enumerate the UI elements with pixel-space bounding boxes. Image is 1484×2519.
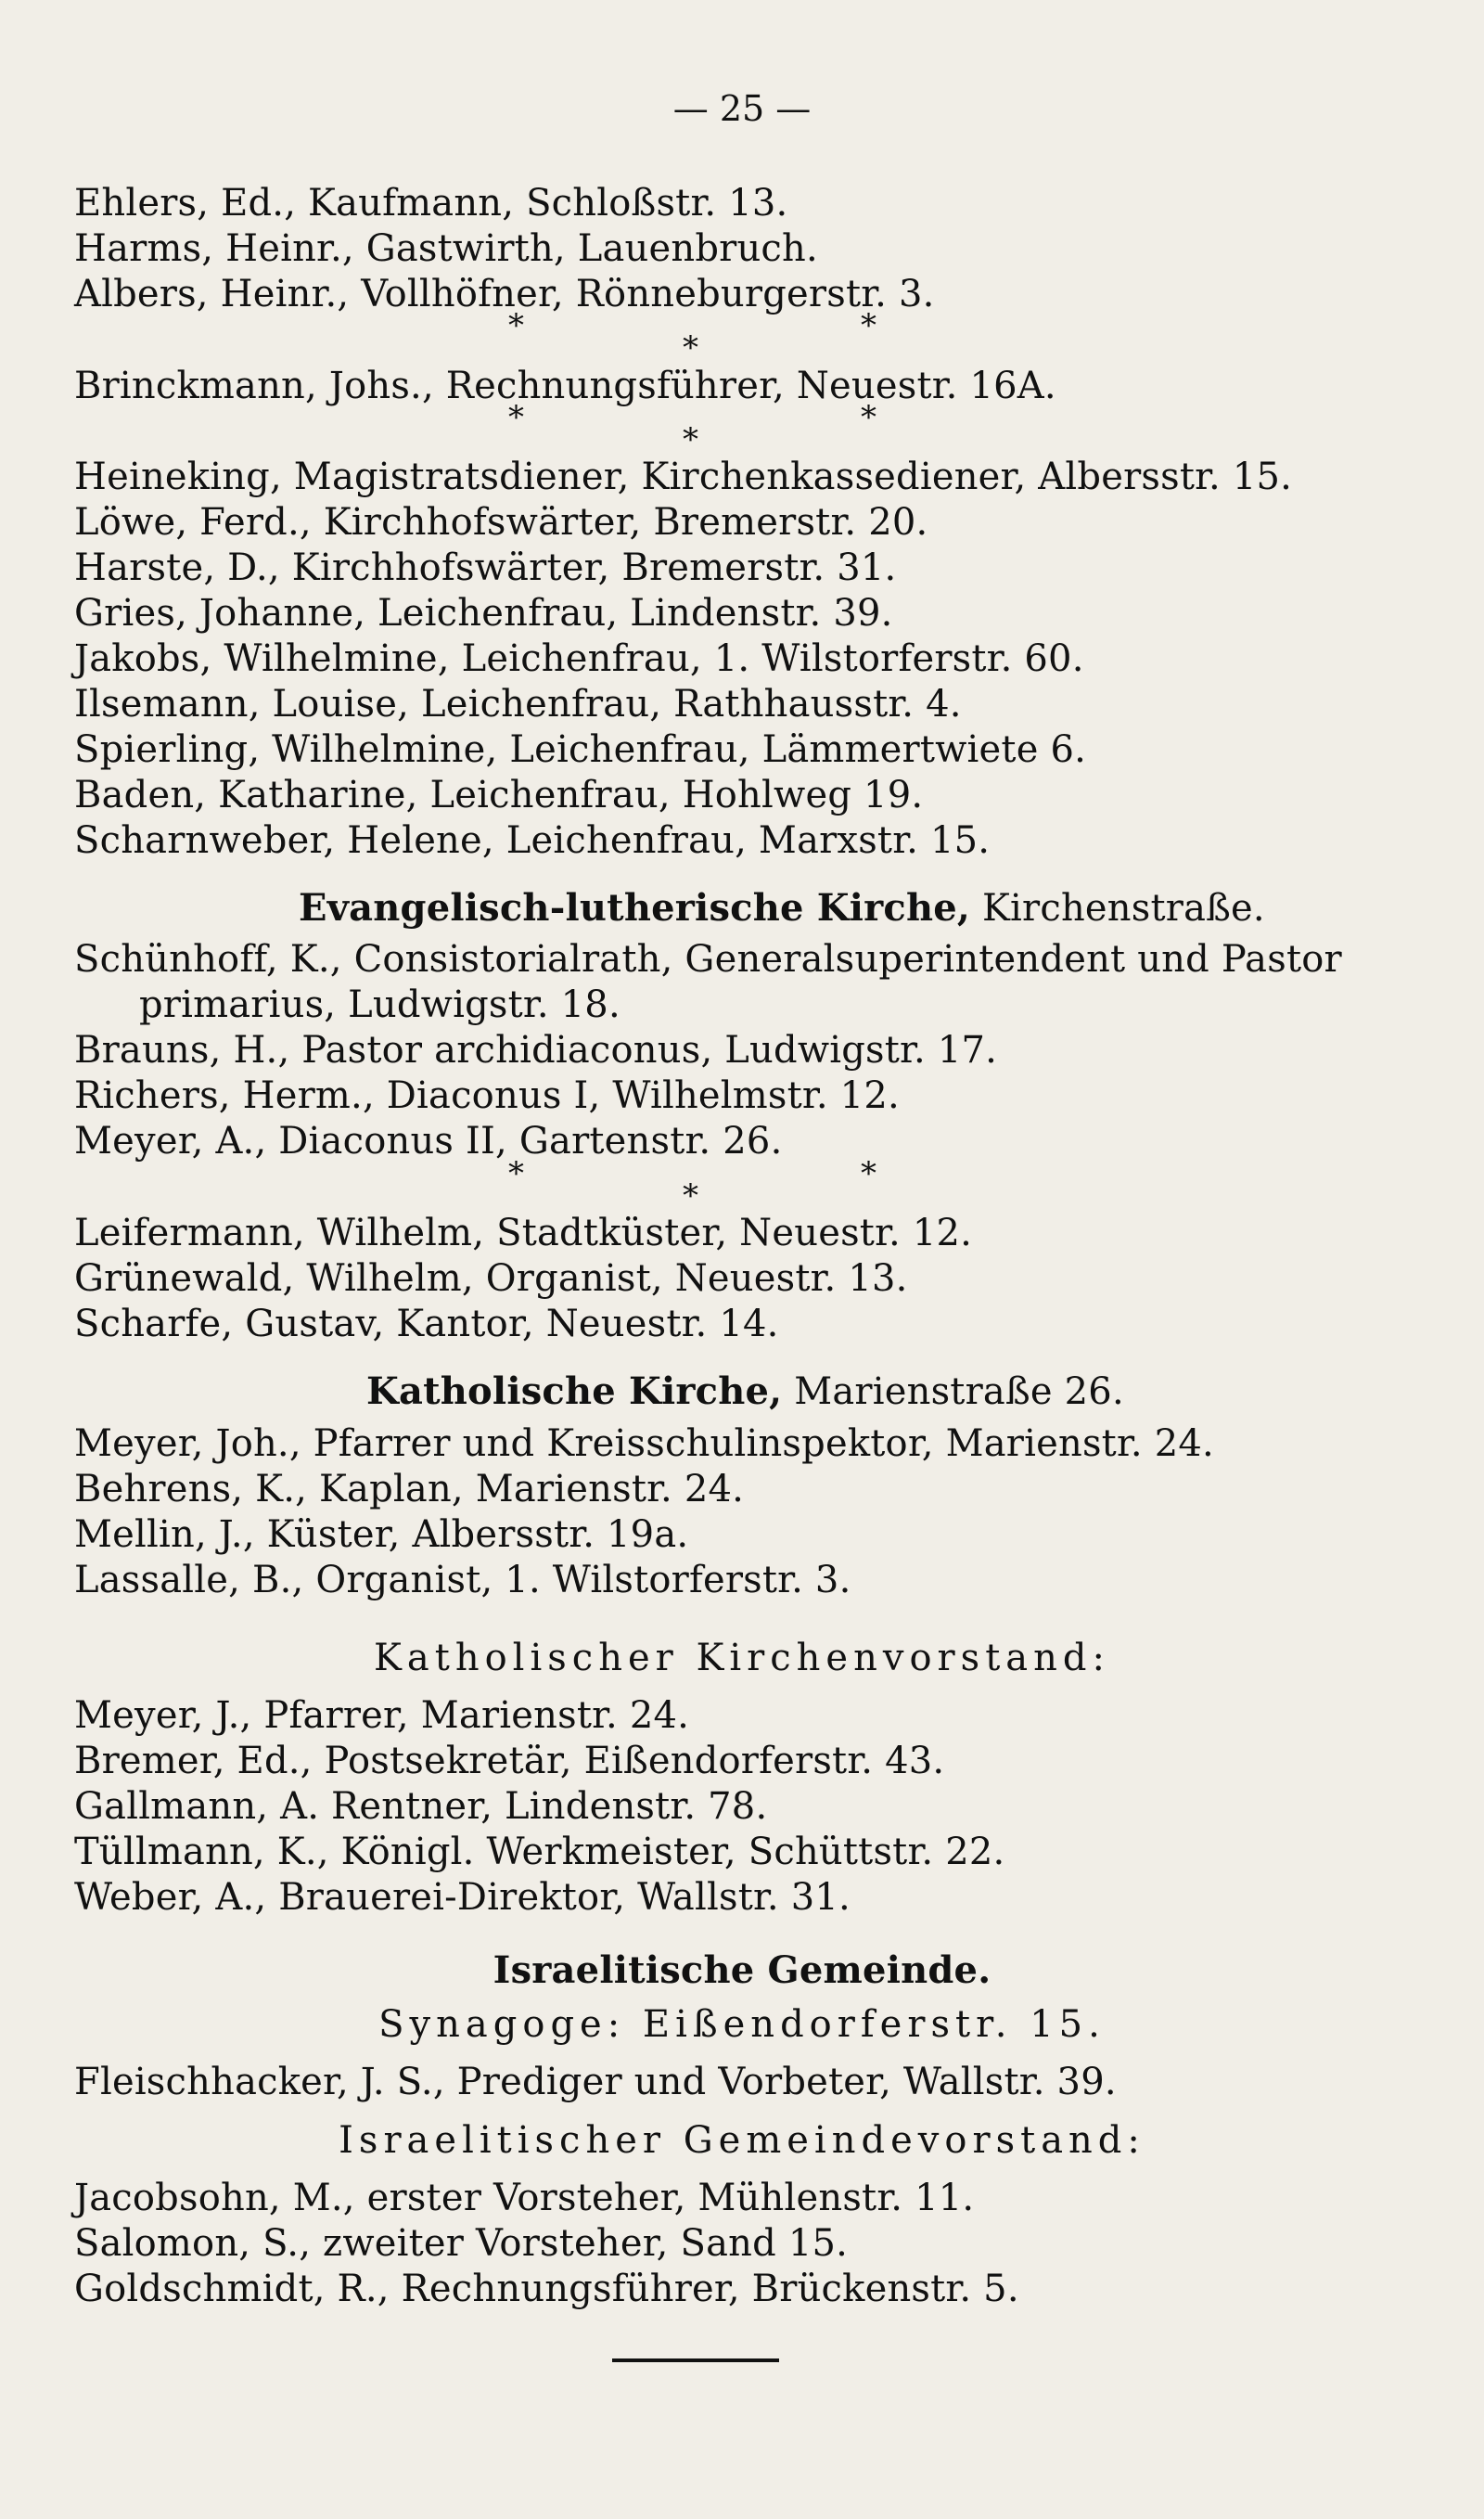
list-item: Scharfe, Gustav, Kantor, Neuestr. 14. — [74, 1303, 779, 1345]
end-rule — [612, 2358, 779, 2362]
heading-address: Kirchenstraße. — [981, 887, 1265, 930]
list-item: Ehlers, Ed., Kaufmann, Schloßstr. 13. — [74, 182, 788, 225]
list-item: Jakobs, Wilhelmine, Leichenfrau, 1. Wilstorferstr. 60. — [74, 637, 1084, 680]
asterisk-separator: * — [508, 399, 524, 436]
subheading-jewish-board: Israelitischer Gemeindevorstand: — [339, 2119, 1145, 2162]
list-item: Salomon, S., zweiter Vorsteher, Sand 15. — [74, 2222, 849, 2265]
section-heading-catholic — [366, 1369, 1124, 1414]
synagogue-address: Synagoge: Eißendorferstr. 15. — [378, 2003, 1106, 2046]
list-item: Albers, Heinr., Vollhöfner, Rönneburgerstr. 3. — [74, 273, 935, 315]
heading-address: Marienstraße 26. — [794, 1370, 1124, 1413]
asterisk-separator: * — [683, 1177, 698, 1215]
list-item: Meyer, Joh., Pfarrer und Kreisschulinspektor, Marienstr. 24. — [74, 1422, 1214, 1465]
list-item: Leifermann, Wilhelm, Stadtküster, Neuestr. 12. — [74, 1212, 973, 1254]
list-item: Brauns, H., Pastor archidiaconus, Ludwigstr. 17. — [74, 1029, 998, 1072]
asterisk-separator: * — [861, 1155, 876, 1192]
list-item: Weber, A., Brauerei-Direktor, Wallstr. 31. — [74, 1876, 851, 1919]
section-heading-jewish: Israelitische Gemeinde. — [493, 1948, 991, 1992]
list-item: Fleischhacker, J. S., Prediger und Vorbeter, Wallstr. 39. — [74, 2061, 1117, 2103]
heading-text: Katholische Kirche, — [366, 1369, 783, 1413]
list-item: Brinckmann, Johs., Rechnungsführer, Neuestr. 16A. — [74, 365, 1056, 407]
list-item: Spierling, Wilhelmine, Leichenfrau, Lämmertwiete 6. — [74, 728, 1087, 771]
list-item: Gallmann, A. Rentner, Lindenstr. 78. — [74, 1785, 768, 1828]
list-item: Löwe, Ferd., Kirchhofswärter, Bremerstr. 20. — [74, 501, 928, 544]
list-item: Ilsemann, Louise, Leichenfrau, Rathhausstr. 4. — [74, 683, 962, 726]
subheading-catholic-board: Katholischer Kirchenvorstand: — [374, 1637, 1110, 1679]
list-item: Harms, Heinr., Gastwirth, Lauenbruch. — [74, 227, 818, 270]
list-item: Gries, Johanne, Leichenfrau, Lindenstr. 39. — [74, 592, 893, 635]
list-item: Scharnweber, Helene, Leichenfrau, Marxstr. 15. — [74, 819, 991, 862]
list-item: Meyer, J., Pfarrer, Marienstr. 24. — [74, 1694, 690, 1737]
list-item: Richers, Herm., Diaconus I, Wilhelmstr. 12. — [74, 1074, 900, 1117]
section-heading-evangelical — [299, 886, 1265, 931]
list-item: Meyer, A., Diaconus II, Gartenstr. 26. — [74, 1120, 783, 1163]
list-item: Bremer, Ed., Postsekretär, Eißendorferstr. 43. — [74, 1740, 945, 1782]
list-item: Heineking, Magistratsdiener, Kirchenkassediener, Albersstr. 15. — [74, 456, 1293, 498]
list-item: Schünhoff, K., Consistorialrath, Generalsuperintendent und Pastor — [74, 938, 1342, 981]
asterisk-separator: * — [861, 307, 876, 344]
list-item: Mellin, J., Küster, Albersstr. 19a. — [74, 1513, 689, 1556]
list-item: Grünewald, Wilhelm, Organist, Neuestr. 13. — [74, 1257, 908, 1300]
list-item-continuation: primarius, Ludwigstr. 18. — [139, 983, 620, 1026]
asterisk-separator: * — [508, 307, 524, 344]
list-item: Goldschmidt, R., Rechnungsführer, Brückenstr. 5. — [74, 2268, 1019, 2310]
asterisk-separator: * — [683, 329, 698, 366]
page-number: — 25 — — [672, 88, 812, 129]
list-item: Lassalle, B., Organist, 1. Wilstorferstr. 3. — [74, 1559, 851, 1601]
asterisk-separator: * — [683, 421, 698, 458]
asterisk-separator: * — [508, 1155, 524, 1192]
list-item: Jacobsohn, M., erster Vorsteher, Mühlenstr. 11. — [74, 2177, 975, 2219]
asterisk-separator: * — [861, 399, 876, 436]
list-item: Tüllmann, K., Königl. Werkmeister, Schüttstr. 22. — [74, 1831, 1005, 1873]
list-item: Harste, D., Kirchhofswärter, Bremerstr. 31. — [74, 546, 897, 589]
list-item: Baden, Katharine, Leichenfrau, Hohlweg 19. — [74, 774, 924, 816]
list-item: Behrens, K., Kaplan, Marienstr. 24. — [74, 1468, 745, 1510]
heading-text: Evangelisch-lutherische Kirche, — [299, 886, 971, 930]
